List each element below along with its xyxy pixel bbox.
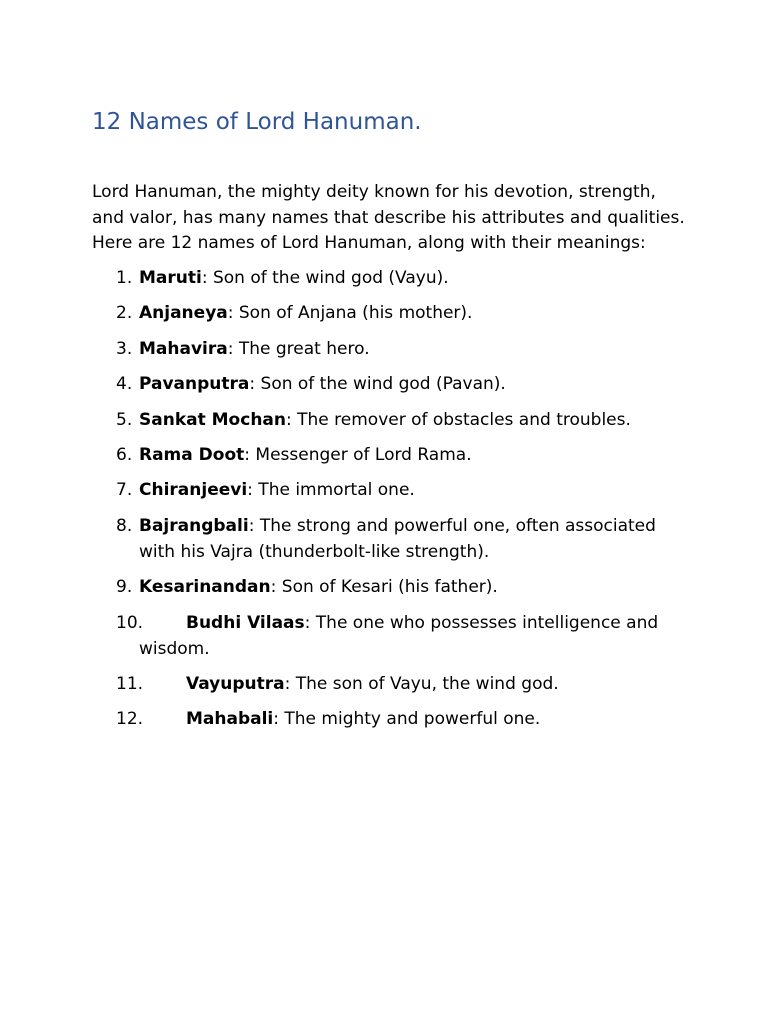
- name-term: Maruti: [139, 268, 202, 288]
- list-item-text: [139, 443, 679, 469]
- list-item-text: [139, 514, 679, 565]
- list-item-text: [139, 408, 679, 434]
- list-item-line: [139, 266, 679, 292]
- list-item-text: [139, 611, 679, 662]
- name-term: Kesarinandan: [139, 577, 271, 597]
- list-item-text: [139, 707, 679, 733]
- name-meaning: : Son of the wind god (Pavan).: [249, 374, 506, 394]
- list-item-number: 2.: [116, 303, 133, 323]
- list-item-text: [139, 672, 679, 698]
- list-item-line: [139, 707, 679, 733]
- name-meaning: : The strong and powerful one, often associated: [248, 516, 656, 536]
- list-item-number: 1.: [116, 268, 133, 288]
- list-item-text: [139, 301, 679, 327]
- list-item-number: 8.: [116, 516, 133, 536]
- name-meaning: : Son of Kesari (his father).: [270, 577, 498, 597]
- name-meaning: : The mighty and powerful one.: [273, 709, 541, 729]
- name-term: Mahavira: [139, 339, 228, 359]
- name-meaning: : Messenger of Lord Rama.: [244, 445, 472, 465]
- name-meaning: : The immortal one.: [247, 480, 415, 500]
- list-item-line: [139, 478, 679, 504]
- list-item-line: [139, 672, 679, 698]
- list-item-line: [139, 337, 679, 363]
- intro-line: Here are 12 names of Lord Hanuman, along with their meanings:: [92, 233, 646, 253]
- name-term: Rama Doot: [139, 445, 245, 465]
- name-term: Pavanputra: [139, 374, 250, 394]
- name-meaning: : The one who possesses intelligence and: [304, 613, 659, 633]
- list-item-number: 6.: [116, 445, 133, 465]
- list-item-line: [139, 301, 679, 327]
- list-item-number: 11.: [116, 674, 144, 694]
- intro-line: and valor, has many names that describe his attributes and qualities.: [92, 207, 685, 228]
- list-item-number: 7.: [116, 480, 133, 500]
- list-item-line: [139, 372, 679, 398]
- name-term: Budhi Vilaas: [186, 613, 305, 633]
- list-item-number: 10.: [116, 613, 144, 633]
- intro-line: Lord Hanuman, the mighty deity known for his devotion, strength,: [92, 182, 656, 202]
- name-meaning: with his Vajra (thunderbolt-like strength).: [139, 541, 490, 562]
- list-item-text: [139, 372, 679, 398]
- name-meaning: : Son of Anjana (his mother).: [227, 303, 473, 323]
- list-item-line: [139, 408, 679, 434]
- list-item-number: 9.: [116, 577, 133, 597]
- name-term: Bajrangbali: [139, 516, 249, 536]
- name-meaning: : The great hero.: [227, 339, 370, 359]
- name-term: Mahabali: [186, 709, 274, 729]
- name-term: Chiranjeevi: [139, 480, 248, 500]
- list-item-line: [139, 443, 679, 469]
- page-title: 12 Names of Lord Hanuman.: [92, 109, 422, 135]
- list-item-line: [139, 514, 679, 540]
- list-item-line: [139, 637, 679, 663]
- name-term: Anjaneya: [139, 303, 228, 323]
- list-item-text: [139, 337, 679, 363]
- list-item-line: [139, 611, 679, 637]
- list-item-text: [139, 266, 679, 292]
- name-term: Vayuputra: [186, 674, 285, 694]
- list-item-number: 12.: [116, 709, 144, 729]
- list-item-number: 3.: [116, 339, 133, 359]
- name-meaning: : Son of the wind god (Vayu).: [201, 268, 449, 288]
- list-item-number: 5.: [116, 410, 133, 430]
- name-meaning: wisdom.: [139, 638, 210, 659]
- list-item-text: [139, 575, 679, 601]
- name-meaning: : The son of Vayu, the wind god.: [284, 674, 559, 694]
- list-item-line: [139, 540, 679, 566]
- list-item-text: [139, 478, 679, 504]
- list-item-number: 4.: [116, 374, 133, 394]
- name-meaning: : The remover of obstacles and troubles.: [286, 410, 631, 430]
- list-item-line: [139, 575, 679, 601]
- name-term: Sankat Mochan: [139, 410, 286, 430]
- intro-paragraph: [92, 180, 692, 257]
